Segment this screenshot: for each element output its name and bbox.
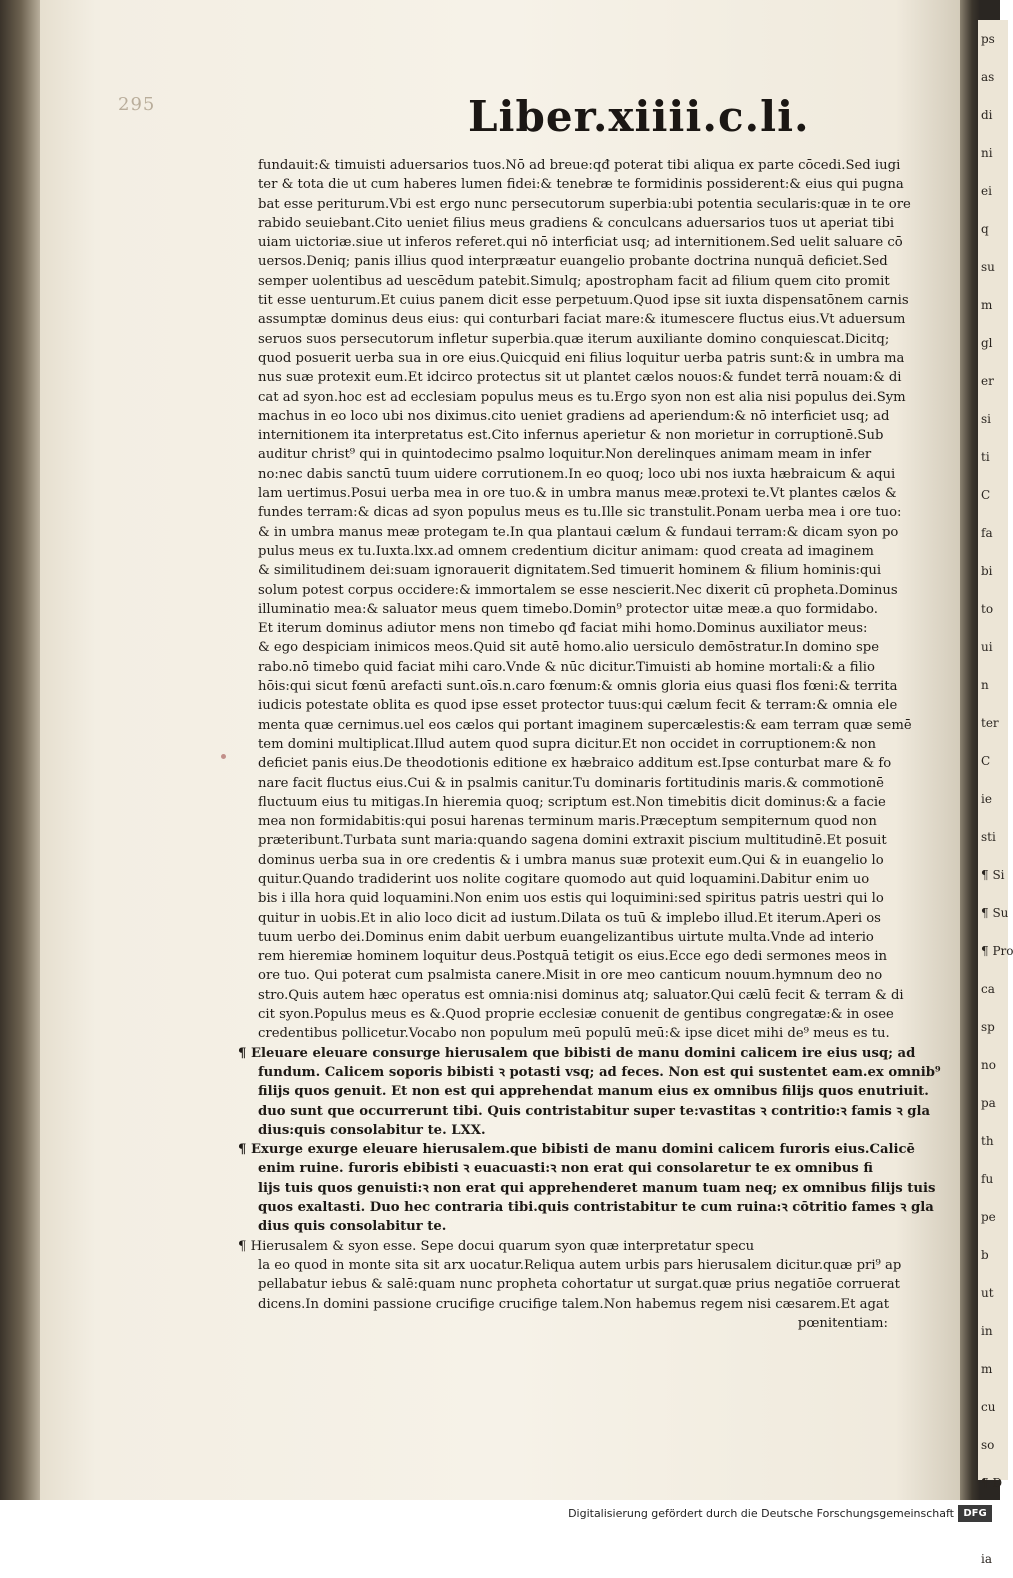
text-line: & in umbra manus meæ protegam te.In qua plantaui cælum & fundaui terram:& dicam syon po [258,524,899,540]
text-line: filijs quos genuit. Et non est qui apprehendat manum eius ex omnibus filijs quos enutriuit. [258,1084,929,1100]
text-line: mea non formidabitis:qui posui harenas terminum maris.Præceptum sempiternum quod non [258,814,877,830]
text-line: ore tuo. Qui poterat cum psalmista canere.Misit in ore meo canticum nouum.hymnum deo no [258,968,883,984]
text-line: tem domini multiplicat.Illud autem quod supra dicitur.Et non occidet in corruptionem:& non [258,736,876,752]
book-gutter [960,0,980,1500]
text-line: dius:quis consolabitur te. LXX. [258,1122,486,1138]
text-line: pellabatur iebus & salē:quam nunc propheta cohortatur ut surgat.quæ prius negatiōe corruerat [258,1277,900,1293]
text-line: ter & tota die ut cum haberes lumen fidei:& tenebræ te formidinis possiderent:& eius qui pugna [258,177,904,193]
facing-page-fragment: q [981,222,989,236]
facing-page-fragment: ei [981,184,992,198]
text-line: quos exaltasti. Duo hec contraria tibi.quis contristabitur te cum ruina:ꝛ cōtritio fames ꝛ gla [258,1200,934,1216]
red-ink-mark [221,754,226,759]
text-line: machus in eo loco ubi nos diximus.cito ueniet gradiens ad aperiendum:& nō interficiet usq; ad [258,408,890,424]
dfg-logo: DFG [958,1505,992,1522]
facing-page-fragment: m [981,298,993,312]
text-line: stro.Quis autem hæc operatus est omnia:nisi dominus atq; saluator.Qui cælū fecit & terram & di [258,987,904,1003]
text-line: rabo.nō timebo quid faciat mihi caro.Vnde & nūc dicitur.Timuisti ab homine mortali:& a filio [258,659,875,675]
text-line: & similitudinem dei:suam ignorauerit dignitatem.Sed timuerit hominem & filium hominis:qui [258,563,882,579]
facing-page-fragment: ¶ D [981,1476,1003,1490]
facing-page-fragment: C [981,488,991,502]
text-line: semper uolentibus ad uescēdum patebit.Simulq; apostropham facit ad filium quem cito promit [258,273,890,289]
text-line: nare facit fluctus eius.Cui & in psalmis canitur.Tu dominaris fortitudinis maris.& commotionē [258,775,884,791]
text-line: lam uertimus.Posui uerba mea in ore tuo.& in umbra manus meæ.protexi te.Vt plantes cælos & [258,486,897,502]
facing-page-fragment: cu [981,1400,996,1414]
text-line: Et iterum dominus adiutor mens non timebo qđ faciat mihi homo.Dominus auxiliator meus: [258,621,868,637]
text-line: hōis:qui sicut fœnū arefacti sunt.oīs.n.caro fœnum:& omnis gloria eius quasi flos fœni:& territa [258,679,898,695]
text-line: nus suæ protexit eum.Et idcirco protectus sit ut plantet cælos nouos:& fundet terrā nouam:& di [258,370,902,386]
facing-page-fragment: ps [981,32,995,46]
facing-page-fragment: b [981,1248,989,1262]
text-line: quod posuerit uerba sua in ore eius.Quicquid eni filius loquitur uerba patris sunt:& in umbra ma [258,350,905,366]
facing-page-fragment: ia [981,1552,992,1566]
text-line: & ego despiciam inimicos meos.Quid sit autē homo.alio uersiculo demōstratur.In domino spe [258,640,880,656]
facing-page-fragment: ¶ Pro [981,944,1013,958]
text-line: cat ad syon.hoc est ad ecclesiam populus meus es tu.Ergo syon non est alia nisi populus dei.Sym [258,389,906,405]
facing-page-fragment: in [981,1324,993,1338]
text-line: lijs tuis quos genuisti:ꝛ non erat qui apprehenderet manum tuam neq; ex omnibus filijs tuis [258,1180,936,1196]
facing-page-fragment: sti [981,830,996,844]
text-line: la eo quod in monte sita sit arx uocatur.Reliqua autem urbis pars hierusalem dicitur.quæ pri⁹ ap [258,1257,902,1273]
facing-page-fragment: th [981,1134,994,1148]
text-line: ¶ Hierusalem & syon esse. Sepe docui quarum syon quæ interpretatur specu [238,1238,755,1254]
facing-page-fragment: er [981,374,994,388]
facing-page-fragment: ui [981,640,993,654]
text-line: pulus meus ex tu.Iuxta.lxx.ad omnem credentium dicitur animam: quod creata ad imaginem [258,543,874,559]
facing-page-fragment: fu [981,1172,994,1186]
facing-page-fragment: m [981,1362,993,1376]
facing-page-fragment: no [981,1058,996,1072]
text-line: deficiet panis eius.De theodotionis editione ex hæbraico additum est.Ipse conturbat mare & fo [258,756,892,772]
facing-page-fragment: ti [981,450,990,464]
facing-page-fragment: fa [981,526,993,540]
facing-page-fragment: su [981,260,995,274]
text-line: rem hieremiæ hominem loquitur deus.Postquā tetigit os eius.Ecce ego dedi sermones meos in [258,949,888,965]
facing-page-fragment: ¶ Si [981,868,1005,882]
text-line: fluctuum eius tu mitigas.In hieremia quoq; scriptum est.Non timebitis dicit dominus:& a facie [258,794,886,810]
text-line: bat esse periturum.Vbi est ergo nunc persecutorum superbia:ubi potentia secularis:quæ in te ore [258,196,911,212]
text-line: fundum. Calicem soporis bibisti ꝛ potasti vsq; ad feces. Non est qui sustentet eam.ex omnib⁹ [258,1064,941,1080]
facing-page-fragment: sp [981,1020,995,1034]
facing-page-fragment: ¶ Su [981,906,1009,920]
footer-bar [0,1500,1000,1529]
text-line: solum potest corpus occidere:& immortalem se esse nescierit.Nec dixerit cū propheta.Dominus [258,582,898,598]
facing-page-fragment: as [981,70,995,84]
text-line: fundes terram:& dicas ad syon populus meus es tu.Ille sic transtulit.Ponam uerba mea i ore tuo: [258,505,902,521]
text-line: menta quæ cernimus.uel eos cælos qui portant imaginem supercælestis:& eam terram quæ semē [258,717,912,733]
facing-page-fragment: pe [981,1210,996,1224]
text-line: ¶ Eleuare eleuare consurge hierusalem que bibisti de manu domini calicem ire eius usq; ad [238,1045,916,1061]
facing-page-fragment: to [981,602,994,616]
text-line: duo sunt que occurrerunt tibi. Quis contristabitur super te:vastitas ꝛ contritio:ꝛ famis ꝛ gla [258,1103,931,1119]
facing-page-fragment: ter [981,716,999,730]
text-line: assumptæ dominus deus eius: qui conturbari faciat mare:& itumescere fluctus eius.Vt aduersum [258,312,906,328]
running-head: Liber.xiiii.c.li. [468,92,810,141]
facing-page-fragment: so [981,1438,995,1452]
facing-page-fragment: di [981,108,993,122]
text-line: auditur christ⁹ qui in quintodecimo psalmo loquitur.Non derelinques animam meam in infer [258,447,872,463]
text-line: tit esse uenturum.Et cuius panem dicit esse perpetuum.Quod ipse sit iuxta dispensatōnem carnis [258,293,909,309]
text-block [238,156,941,1333]
text-line: dominus uerba sua in ore credentis & i umbra manus suæ protexit eum.Qui & in euangelio lo [258,852,884,868]
facing-page-fragment: ie [981,792,992,806]
facing-page-fragment: pa [981,1096,996,1110]
text-line: illuminatio mea:& saluator meus quem timebo.Domin⁹ protector uitæ meæ.a quo formidabo. [258,601,878,617]
facing-page-fragment: ut [981,1286,994,1300]
text-line: uiam uictoriæ.siue ut inferos referet.qui nō interficiat usq; ad internitionem.Sed uelit saluare cō [258,235,903,251]
text-line: quitur.Quando tradiderint uos nolite cogitare quomodo aut quid loquamini.Dabitur enim uo [258,871,870,887]
facing-page-fragment: ni [981,146,993,160]
text-line: dicens.In domini passione crucifige crucifige talem.Non habemus regem nisi cæsarem.Et agat [258,1296,890,1312]
text-line: præteribunt.Turbata sunt maria:quando sagena domini extraxit piscium multitudinē.Et posuit [258,833,887,849]
facing-page-fragment: bi [981,564,993,578]
facing-page-fragment: gl [981,336,993,350]
text-line: uersos.Deniq; panis illius quod interpræatur euangelio probante doctrina nunquā deficiet.Sed [258,254,888,270]
pencil-folio-number: 295 [118,94,156,115]
text-line: tuum uerbo dei.Dominus enim dabit uerbum euangelizantibus uirtute multa.Vnde ad interio [258,929,874,945]
text-line: internitionem ita interpretatus est.Cito infernus aperietur & non morietur in corruptionē.Sub [258,428,884,444]
text-line: seruos suos persecutorum infletur superbia.quæ iterum auxiliante domino conquiescat.Dicitq; [258,331,890,347]
text-line: pœnitentiam: [797,1315,888,1331]
facing-page-fragment: si [981,412,991,426]
facing-page-fragment: ca [981,982,995,996]
text-line: no:nec dabis sanctū tuum uidere corrutionem.In eo quoq; loco ubi nos iuxta hæbraicum & aqui [258,466,896,482]
funding-credit: Digitalisierung gefördert durch die Deutsche Forschungsgemeinschaft [568,1507,954,1520]
text-line: dius quis consolabitur te. [258,1219,447,1235]
text-line: cit syon.Populus meus es &.Quod proprie ecclesiæ conuenit de gentibus congregatæ:& in osee [258,1007,894,1023]
text-line: quitur in uobis.Et in alio loco dicit ad iustum.Dilata os tuū & implebo illud.Et iterum.Aperi os [258,910,881,926]
text-line: fundauit:& timuisti aduersarios tuos.Nō ad breue:qđ poterat tibi aliqua ex parte cōcedi.Sed iugi [258,158,901,173]
facing-page-fragment: C [981,754,991,768]
text-line: bis i illa hora quid loquamini.Non enim uos estis qui loquimini:sed spiritus patris uestri qui lo [258,891,884,907]
text-line: iudicis potestate oblita es quod ipse esset protector tuus:qui cælum fecit & terram:& omnia ele [258,698,898,714]
text-line: credentibus pollicetur.Vocabo non populum meū populū meū:& ipse dicet mihi de⁹ meus es tu. [258,1026,890,1042]
text-line: rabido seuiebant.Cito ueniet filius meus gradiens & conculcans aduersarios tuos ut aperiat tibi [258,215,895,231]
facing-page-edge [978,20,1013,1566]
text-line: ¶ Exurge exurge eleuare hierusalem.que bibisti de manu domini calicem furoris eius.Calicē [238,1142,915,1158]
text-line: enim ruine. furoris ebibisti ꝛ euacuasti:ꝛ non erat qui consolaretur te ex omnibus fi [258,1161,873,1177]
facing-page-fragment: n [981,678,989,692]
